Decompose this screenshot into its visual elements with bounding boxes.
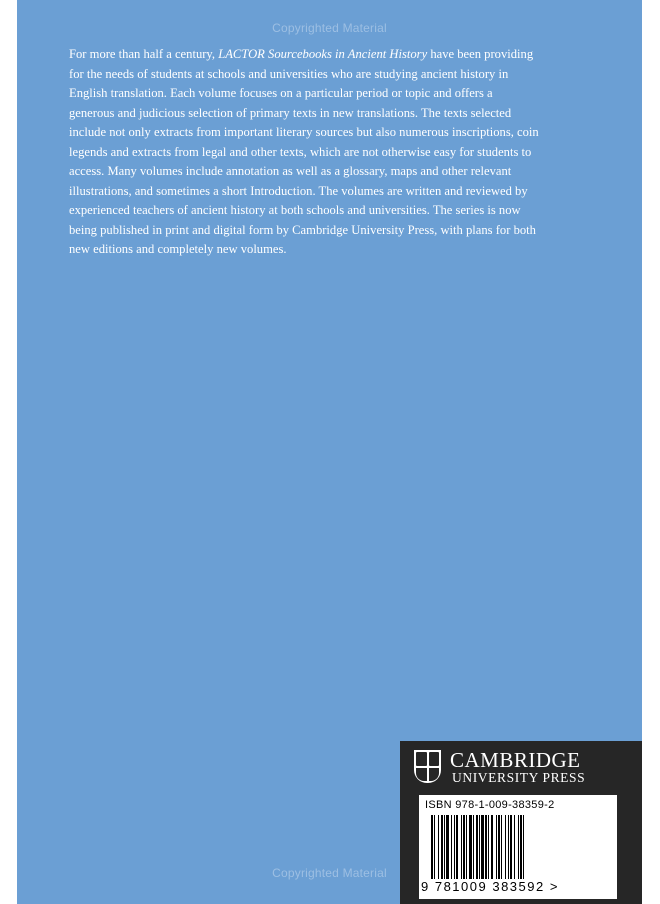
publisher-block bbox=[400, 741, 642, 904]
watermark-top: Copyrighted Material bbox=[272, 21, 387, 35]
watermark-bottom: Copyrighted Material bbox=[272, 866, 387, 880]
isbn-label: ISBN 978-1-009-38359-2 bbox=[425, 799, 555, 811]
cambridge-shield-icon bbox=[414, 750, 441, 783]
barcode-bars bbox=[429, 815, 609, 879]
publisher-subtitle: UNIVERSITY PRESS bbox=[452, 770, 586, 785]
series-title: LACTOR Sourcebooks in Ancient History bbox=[218, 47, 428, 61]
ean-digits: 9 781009 383592 > bbox=[421, 879, 559, 894]
blurb-lead: For more than half a century, bbox=[69, 47, 219, 61]
barcode-panel bbox=[419, 795, 617, 899]
series-blurb bbox=[69, 45, 539, 260]
blurb-rest: have been providing for the needs of students at schools and universities who are studying ancient history in English translation. Each volume focuses on a particular period or topic and offers a generous and judicious selection of primary texts in new translations. The texts selected include not only extracts from important literary sources but also numerous inscriptions, coin legends and extracts from legal and other texts, which are not otherwise easy for students to access. Many volumes include annotation as well as a glossary, maps and other relevant illustrations, and sometimes a short Introduction. The volumes are written and reviewed by experienced teachers of ancient history at both schools and universities. The series is now being published in print and digital form by Cambridge University Press, with plans for both new editions and completely new volumes. bbox=[69, 47, 539, 256]
back-cover bbox=[17, 0, 642, 904]
publisher-name: CAMBRIDGE bbox=[450, 748, 581, 772]
